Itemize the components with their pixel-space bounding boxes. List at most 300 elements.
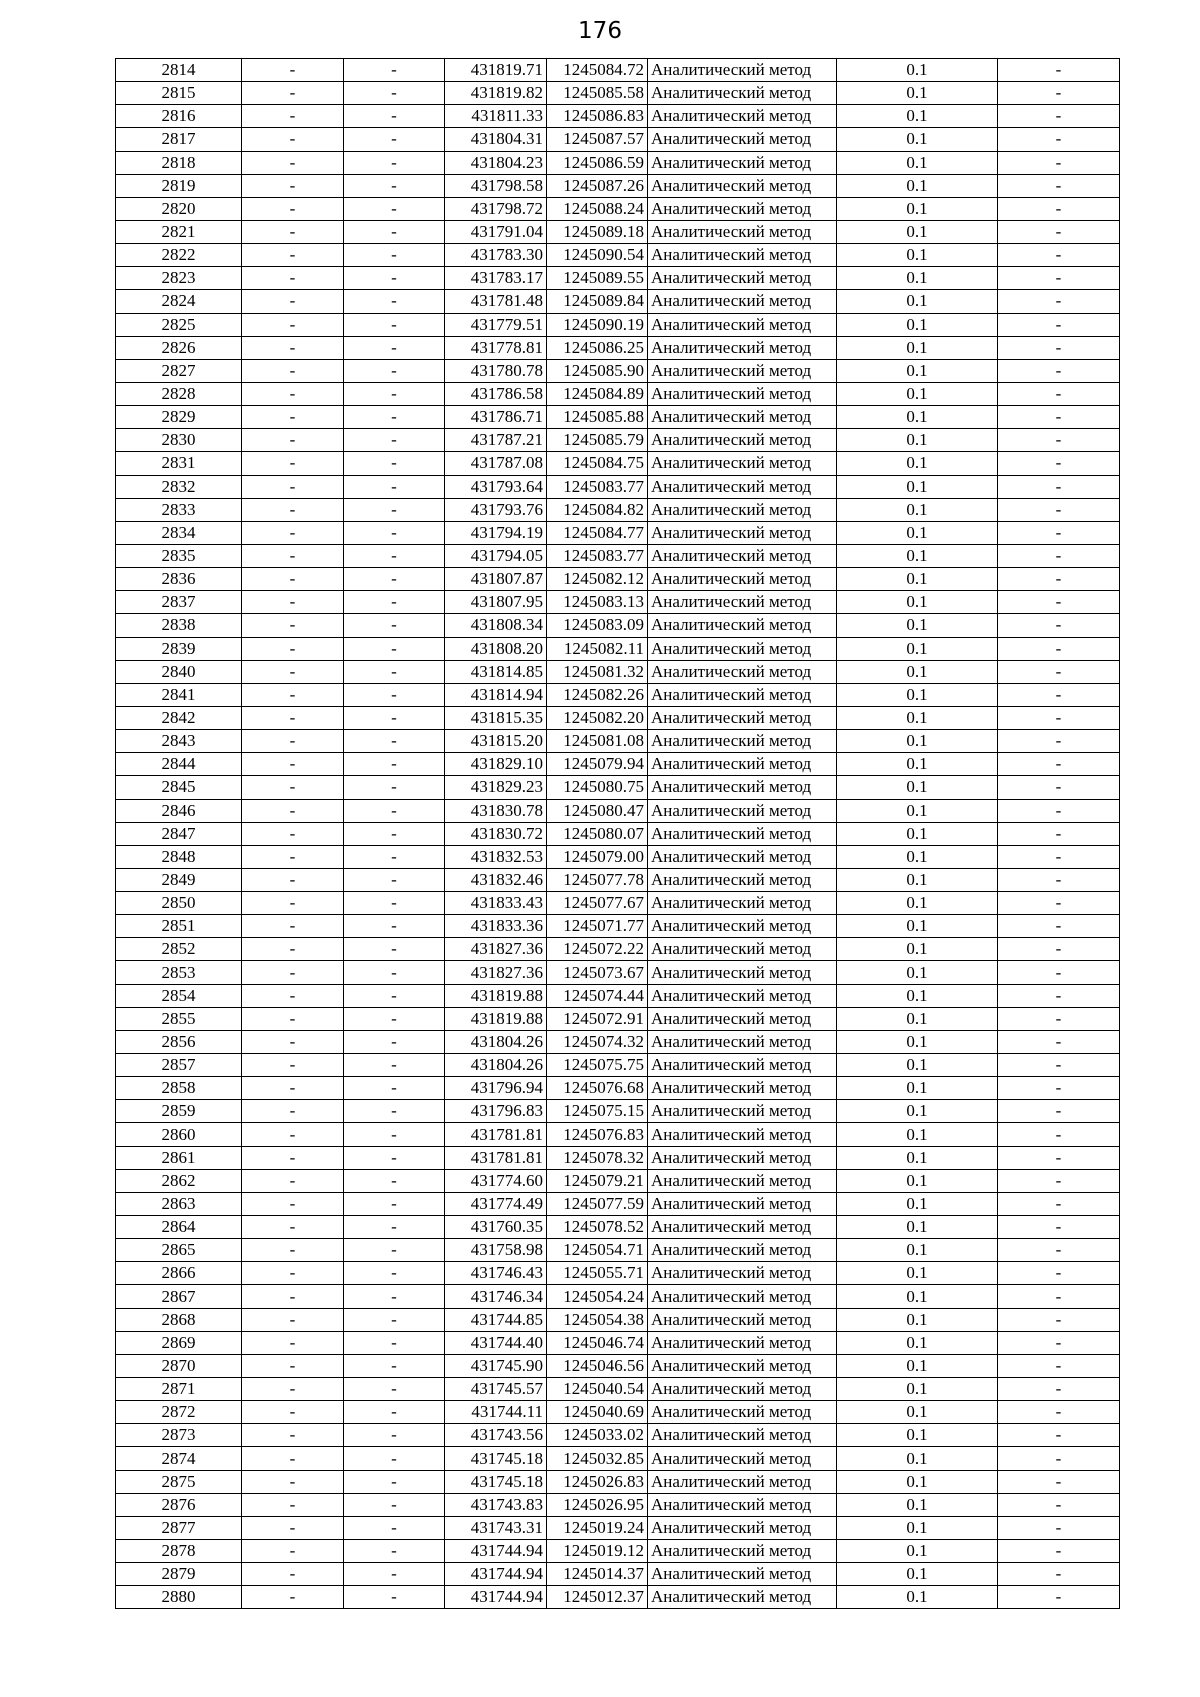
accuracy-cell: 0.1 — [837, 521, 998, 544]
point-number-cell: 2851 — [116, 915, 242, 938]
y-coordinate-cell: 1245083.13 — [547, 591, 648, 614]
method-cell: Аналитический метод — [648, 1123, 837, 1146]
point-number-cell: 2831 — [116, 452, 242, 475]
empty-value-cell: - — [998, 776, 1120, 799]
x-coordinate-cell: 431746.43 — [445, 1262, 547, 1285]
empty-value-cell: - — [344, 452, 445, 475]
point-number-cell: 2867 — [116, 1285, 242, 1308]
y-coordinate-cell: 1245083.77 — [547, 475, 648, 498]
accuracy-cell: 0.1 — [837, 1192, 998, 1215]
empty-value-cell: - — [344, 1447, 445, 1470]
table-row — [116, 1169, 1120, 1192]
x-coordinate-cell: 431815.20 — [445, 730, 547, 753]
empty-value-cell: - — [998, 1378, 1120, 1401]
accuracy-cell: 0.1 — [837, 1493, 998, 1516]
y-coordinate-cell: 1245078.32 — [547, 1146, 648, 1169]
empty-value-cell: - — [242, 220, 344, 243]
point-number-cell: 2875 — [116, 1470, 242, 1493]
method-cell: Аналитический метод — [648, 59, 837, 82]
accuracy-cell: 0.1 — [837, 915, 998, 938]
table-row — [116, 105, 1120, 128]
method-cell: Аналитический метод — [648, 521, 837, 544]
empty-value-cell: - — [344, 1100, 445, 1123]
table-row — [116, 1262, 1120, 1285]
accuracy-cell: 0.1 — [837, 244, 998, 267]
table-body — [116, 59, 1120, 1609]
table-row — [116, 868, 1120, 891]
empty-value-cell: - — [242, 1077, 344, 1100]
empty-value-cell: - — [344, 1354, 445, 1377]
table-row — [116, 359, 1120, 382]
accuracy-cell: 0.1 — [837, 1563, 998, 1586]
empty-value-cell: - — [242, 290, 344, 313]
method-cell: Аналитический метод — [648, 151, 837, 174]
coordinates-table — [115, 58, 1120, 1609]
method-cell: Аналитический метод — [648, 1401, 837, 1424]
y-coordinate-cell: 1245080.75 — [547, 776, 648, 799]
empty-value-cell: - — [344, 244, 445, 267]
y-coordinate-cell: 1245090.54 — [547, 244, 648, 267]
x-coordinate-cell: 431745.57 — [445, 1378, 547, 1401]
empty-value-cell: - — [344, 128, 445, 151]
x-coordinate-cell: 431791.04 — [445, 220, 547, 243]
empty-value-cell: - — [242, 267, 344, 290]
empty-value-cell: - — [998, 1401, 1120, 1424]
accuracy-cell: 0.1 — [837, 267, 998, 290]
empty-value-cell: - — [242, 59, 344, 82]
empty-value-cell: - — [998, 1516, 1120, 1539]
empty-value-cell: - — [344, 336, 445, 359]
empty-value-cell: - — [242, 591, 344, 614]
empty-value-cell: - — [242, 174, 344, 197]
empty-value-cell: - — [998, 1308, 1120, 1331]
accuracy-cell: 0.1 — [837, 1262, 998, 1285]
empty-value-cell: - — [998, 1331, 1120, 1354]
accuracy-cell: 0.1 — [837, 614, 998, 637]
x-coordinate-cell: 431744.85 — [445, 1308, 547, 1331]
empty-value-cell: - — [344, 1424, 445, 1447]
empty-value-cell: - — [344, 498, 445, 521]
y-coordinate-cell: 1245084.75 — [547, 452, 648, 475]
empty-value-cell: - — [344, 290, 445, 313]
empty-value-cell: - — [242, 244, 344, 267]
y-coordinate-cell: 1245085.90 — [547, 359, 648, 382]
x-coordinate-cell: 431743.31 — [445, 1516, 547, 1539]
table-row — [116, 822, 1120, 845]
point-number-cell: 2859 — [116, 1100, 242, 1123]
empty-value-cell: - — [242, 984, 344, 1007]
accuracy-cell: 0.1 — [837, 475, 998, 498]
table-row — [116, 544, 1120, 567]
empty-value-cell: - — [344, 1563, 445, 1586]
x-coordinate-cell: 431746.34 — [445, 1285, 547, 1308]
table-row — [116, 660, 1120, 683]
empty-value-cell: - — [344, 753, 445, 776]
empty-value-cell: - — [344, 1054, 445, 1077]
x-coordinate-cell: 431832.53 — [445, 845, 547, 868]
point-number-cell: 2835 — [116, 544, 242, 567]
empty-value-cell: - — [344, 868, 445, 891]
empty-value-cell: - — [998, 892, 1120, 915]
method-cell: Аналитический метод — [648, 1192, 837, 1215]
empty-value-cell: - — [998, 1123, 1120, 1146]
y-coordinate-cell: 1245085.88 — [547, 406, 648, 429]
point-number-cell: 2858 — [116, 1077, 242, 1100]
empty-value-cell: - — [242, 359, 344, 382]
empty-value-cell: - — [998, 290, 1120, 313]
accuracy-cell: 0.1 — [837, 197, 998, 220]
empty-value-cell: - — [242, 1447, 344, 1470]
point-number-cell: 2879 — [116, 1563, 242, 1586]
empty-value-cell: - — [344, 1216, 445, 1239]
table-row — [116, 799, 1120, 822]
method-cell: Аналитический метод — [648, 82, 837, 105]
table-row — [116, 1331, 1120, 1354]
x-coordinate-cell: 431833.43 — [445, 892, 547, 915]
y-coordinate-cell: 1245085.58 — [547, 82, 648, 105]
y-coordinate-cell: 1245081.08 — [547, 730, 648, 753]
empty-value-cell: - — [344, 1308, 445, 1331]
table-row — [116, 521, 1120, 544]
accuracy-cell: 0.1 — [837, 290, 998, 313]
empty-value-cell: - — [998, 683, 1120, 706]
empty-value-cell: - — [344, 220, 445, 243]
y-coordinate-cell: 1245079.00 — [547, 845, 648, 868]
method-cell: Аналитический метод — [648, 1169, 837, 1192]
method-cell: Аналитический метод — [648, 591, 837, 614]
empty-value-cell: - — [344, 1331, 445, 1354]
accuracy-cell: 0.1 — [837, 1239, 998, 1262]
point-number-cell: 2856 — [116, 1030, 242, 1053]
y-coordinate-cell: 1245019.12 — [547, 1540, 648, 1563]
empty-value-cell: - — [344, 568, 445, 591]
x-coordinate-cell: 431796.94 — [445, 1077, 547, 1100]
point-number-cell: 2880 — [116, 1586, 242, 1609]
point-number-cell: 2817 — [116, 128, 242, 151]
point-number-cell: 2857 — [116, 1054, 242, 1077]
empty-value-cell: - — [998, 521, 1120, 544]
empty-value-cell: - — [242, 1239, 344, 1262]
point-number-cell: 2868 — [116, 1308, 242, 1331]
x-coordinate-cell: 431807.87 — [445, 568, 547, 591]
table-row — [116, 174, 1120, 197]
point-number-cell: 2845 — [116, 776, 242, 799]
empty-value-cell: - — [344, 521, 445, 544]
y-coordinate-cell: 1245071.77 — [547, 915, 648, 938]
x-coordinate-cell: 431829.10 — [445, 753, 547, 776]
empty-value-cell: - — [998, 637, 1120, 660]
empty-value-cell: - — [998, 429, 1120, 452]
accuracy-cell: 0.1 — [837, 706, 998, 729]
x-coordinate-cell: 431814.94 — [445, 683, 547, 706]
point-number-cell: 2836 — [116, 568, 242, 591]
point-number-cell: 2847 — [116, 822, 242, 845]
empty-value-cell: - — [998, 1054, 1120, 1077]
empty-value-cell: - — [242, 822, 344, 845]
method-cell: Аналитический метод — [648, 1308, 837, 1331]
x-coordinate-cell: 431794.19 — [445, 521, 547, 544]
table-row — [116, 267, 1120, 290]
accuracy-cell: 0.1 — [837, 1424, 998, 1447]
empty-value-cell: - — [344, 1470, 445, 1493]
table-row — [116, 290, 1120, 313]
x-coordinate-cell: 431774.49 — [445, 1192, 547, 1215]
table-row — [116, 892, 1120, 915]
accuracy-cell: 0.1 — [837, 1007, 998, 1030]
empty-value-cell: - — [998, 730, 1120, 753]
accuracy-cell: 0.1 — [837, 406, 998, 429]
x-coordinate-cell: 431833.36 — [445, 915, 547, 938]
table-row — [116, 614, 1120, 637]
y-coordinate-cell: 1245032.85 — [547, 1447, 648, 1470]
empty-value-cell: - — [242, 544, 344, 567]
x-coordinate-cell: 431804.26 — [445, 1054, 547, 1077]
empty-value-cell: - — [242, 1169, 344, 1192]
empty-value-cell: - — [242, 1470, 344, 1493]
accuracy-cell: 0.1 — [837, 128, 998, 151]
empty-value-cell: - — [998, 706, 1120, 729]
x-coordinate-cell: 431830.78 — [445, 799, 547, 822]
x-coordinate-cell: 431744.94 — [445, 1540, 547, 1563]
y-coordinate-cell: 1245046.74 — [547, 1331, 648, 1354]
empty-value-cell: - — [998, 336, 1120, 359]
empty-value-cell: - — [998, 475, 1120, 498]
empty-value-cell: - — [998, 1146, 1120, 1169]
point-number-cell: 2861 — [116, 1146, 242, 1169]
x-coordinate-cell: 431793.76 — [445, 498, 547, 521]
accuracy-cell: 0.1 — [837, 544, 998, 567]
table-row — [116, 498, 1120, 521]
empty-value-cell: - — [998, 915, 1120, 938]
empty-value-cell: - — [998, 1493, 1120, 1516]
accuracy-cell: 0.1 — [837, 59, 998, 82]
accuracy-cell: 0.1 — [837, 961, 998, 984]
y-coordinate-cell: 1245079.21 — [547, 1169, 648, 1192]
method-cell: Аналитический метод — [648, 1493, 837, 1516]
method-cell: Аналитический метод — [648, 1216, 837, 1239]
y-coordinate-cell: 1245075.75 — [547, 1054, 648, 1077]
x-coordinate-cell: 431786.71 — [445, 406, 547, 429]
x-coordinate-cell: 431832.46 — [445, 868, 547, 891]
y-coordinate-cell: 1245083.77 — [547, 544, 648, 567]
empty-value-cell: - — [344, 197, 445, 220]
point-number-cell: 2850 — [116, 892, 242, 915]
accuracy-cell: 0.1 — [837, 1540, 998, 1563]
accuracy-cell: 0.1 — [837, 984, 998, 1007]
empty-value-cell: - — [998, 568, 1120, 591]
empty-value-cell: - — [998, 1447, 1120, 1470]
empty-value-cell: - — [242, 799, 344, 822]
y-coordinate-cell: 1245054.24 — [547, 1285, 648, 1308]
table-row — [116, 151, 1120, 174]
table-row — [116, 336, 1120, 359]
y-coordinate-cell: 1245014.37 — [547, 1563, 648, 1586]
accuracy-cell: 0.1 — [837, 1169, 998, 1192]
empty-value-cell: - — [242, 845, 344, 868]
table-row — [116, 220, 1120, 243]
empty-value-cell: - — [242, 1054, 344, 1077]
x-coordinate-cell: 431807.95 — [445, 591, 547, 614]
method-cell: Аналитический метод — [648, 637, 837, 660]
point-number-cell: 2825 — [116, 313, 242, 336]
empty-value-cell: - — [998, 614, 1120, 637]
accuracy-cell: 0.1 — [837, 776, 998, 799]
x-coordinate-cell: 431744.40 — [445, 1331, 547, 1354]
point-number-cell: 2839 — [116, 637, 242, 660]
accuracy-cell: 0.1 — [837, 1586, 998, 1609]
accuracy-cell: 0.1 — [837, 730, 998, 753]
empty-value-cell: - — [344, 1030, 445, 1053]
table-row — [116, 1540, 1120, 1563]
y-coordinate-cell: 1245074.32 — [547, 1030, 648, 1053]
method-cell: Аналитический метод — [648, 938, 837, 961]
empty-value-cell: - — [242, 706, 344, 729]
method-cell: Аналитический метод — [648, 105, 837, 128]
accuracy-cell: 0.1 — [837, 1447, 998, 1470]
point-number-cell: 2854 — [116, 984, 242, 1007]
method-cell: Аналитический метод — [648, 1447, 837, 1470]
point-number-cell: 2838 — [116, 614, 242, 637]
point-number-cell: 2860 — [116, 1123, 242, 1146]
point-number-cell: 2863 — [116, 1192, 242, 1215]
empty-value-cell: - — [344, 938, 445, 961]
empty-value-cell: - — [998, 984, 1120, 1007]
empty-value-cell: - — [998, 313, 1120, 336]
table-row — [116, 845, 1120, 868]
accuracy-cell: 0.1 — [837, 938, 998, 961]
accuracy-cell: 0.1 — [837, 313, 998, 336]
point-number-cell: 2846 — [116, 799, 242, 822]
y-coordinate-cell: 1245072.91 — [547, 1007, 648, 1030]
empty-value-cell: - — [344, 915, 445, 938]
table-row — [116, 1285, 1120, 1308]
point-number-cell: 2870 — [116, 1354, 242, 1377]
point-number-cell: 2873 — [116, 1424, 242, 1447]
x-coordinate-cell: 431745.90 — [445, 1354, 547, 1377]
x-coordinate-cell: 431743.56 — [445, 1424, 547, 1447]
empty-value-cell: - — [242, 521, 344, 544]
empty-value-cell: - — [344, 1401, 445, 1424]
empty-value-cell: - — [344, 706, 445, 729]
point-number-cell: 2843 — [116, 730, 242, 753]
empty-value-cell: - — [998, 267, 1120, 290]
point-number-cell: 2837 — [116, 591, 242, 614]
point-number-cell: 2848 — [116, 845, 242, 868]
x-coordinate-cell: 431774.60 — [445, 1169, 547, 1192]
point-number-cell: 2862 — [116, 1169, 242, 1192]
y-coordinate-cell: 1245075.15 — [547, 1100, 648, 1123]
y-coordinate-cell: 1245083.09 — [547, 614, 648, 637]
y-coordinate-cell: 1245082.12 — [547, 568, 648, 591]
x-coordinate-cell: 431819.88 — [445, 984, 547, 1007]
x-coordinate-cell: 431787.08 — [445, 452, 547, 475]
empty-value-cell: - — [242, 452, 344, 475]
x-coordinate-cell: 431786.58 — [445, 382, 547, 405]
method-cell: Аналитический метод — [648, 1516, 837, 1539]
method-cell: Аналитический метод — [648, 267, 837, 290]
x-coordinate-cell: 431808.34 — [445, 614, 547, 637]
x-coordinate-cell: 431793.64 — [445, 475, 547, 498]
empty-value-cell: - — [998, 1100, 1120, 1123]
method-cell: Аналитический метод — [648, 197, 837, 220]
empty-value-cell: - — [998, 382, 1120, 405]
table-row — [116, 1030, 1120, 1053]
method-cell: Аналитический метод — [648, 313, 837, 336]
y-coordinate-cell: 1245084.82 — [547, 498, 648, 521]
empty-value-cell: - — [242, 637, 344, 660]
y-coordinate-cell: 1245077.78 — [547, 868, 648, 891]
table-row — [116, 1123, 1120, 1146]
point-number-cell: 2874 — [116, 1447, 242, 1470]
empty-value-cell: - — [242, 128, 344, 151]
y-coordinate-cell: 1245089.55 — [547, 267, 648, 290]
method-cell: Аналитический метод — [648, 475, 837, 498]
empty-value-cell: - — [344, 892, 445, 915]
empty-value-cell: - — [242, 1192, 344, 1215]
empty-value-cell: - — [998, 1192, 1120, 1215]
point-number-cell: 2877 — [116, 1516, 242, 1539]
method-cell: Аналитический метод — [648, 1054, 837, 1077]
y-coordinate-cell: 1245073.67 — [547, 961, 648, 984]
empty-value-cell: - — [242, 776, 344, 799]
table-row — [116, 984, 1120, 1007]
empty-value-cell: - — [344, 59, 445, 82]
empty-value-cell: - — [344, 1192, 445, 1215]
y-coordinate-cell: 1245086.83 — [547, 105, 648, 128]
empty-value-cell: - — [242, 683, 344, 706]
point-number-cell: 2842 — [116, 706, 242, 729]
method-cell: Аналитический метод — [648, 498, 837, 521]
method-cell: Аналитический метод — [648, 382, 837, 405]
y-coordinate-cell: 1245087.57 — [547, 128, 648, 151]
point-number-cell: 2830 — [116, 429, 242, 452]
table-row — [116, 128, 1120, 151]
empty-value-cell: - — [242, 1285, 344, 1308]
method-cell: Аналитический метод — [648, 706, 837, 729]
accuracy-cell: 0.1 — [837, 82, 998, 105]
method-cell: Аналитический метод — [648, 683, 837, 706]
empty-value-cell: - — [344, 1077, 445, 1100]
empty-value-cell: - — [242, 382, 344, 405]
accuracy-cell: 0.1 — [837, 1077, 998, 1100]
method-cell: Аналитический метод — [648, 452, 837, 475]
empty-value-cell: - — [242, 915, 344, 938]
x-coordinate-cell: 431804.31 — [445, 128, 547, 151]
method-cell: Аналитический метод — [648, 1030, 837, 1053]
empty-value-cell: - — [242, 660, 344, 683]
empty-value-cell: - — [998, 1169, 1120, 1192]
method-cell: Аналитический метод — [648, 1540, 837, 1563]
accuracy-cell: 0.1 — [837, 1285, 998, 1308]
table-row — [116, 730, 1120, 753]
method-cell: Аналитический метод — [648, 961, 837, 984]
x-coordinate-cell: 431811.33 — [445, 105, 547, 128]
empty-value-cell: - — [998, 1586, 1120, 1609]
empty-value-cell: - — [998, 822, 1120, 845]
accuracy-cell: 0.1 — [837, 1054, 998, 1077]
x-coordinate-cell: 431744.94 — [445, 1586, 547, 1609]
empty-value-cell: - — [242, 1378, 344, 1401]
method-cell: Аналитический метод — [648, 174, 837, 197]
empty-value-cell: - — [998, 197, 1120, 220]
empty-value-cell: - — [344, 822, 445, 845]
x-coordinate-cell: 431744.94 — [445, 1563, 547, 1586]
empty-value-cell: - — [242, 1030, 344, 1053]
y-coordinate-cell: 1245089.18 — [547, 220, 648, 243]
accuracy-cell: 0.1 — [837, 452, 998, 475]
table-row — [116, 1216, 1120, 1239]
empty-value-cell: - — [242, 1146, 344, 1169]
